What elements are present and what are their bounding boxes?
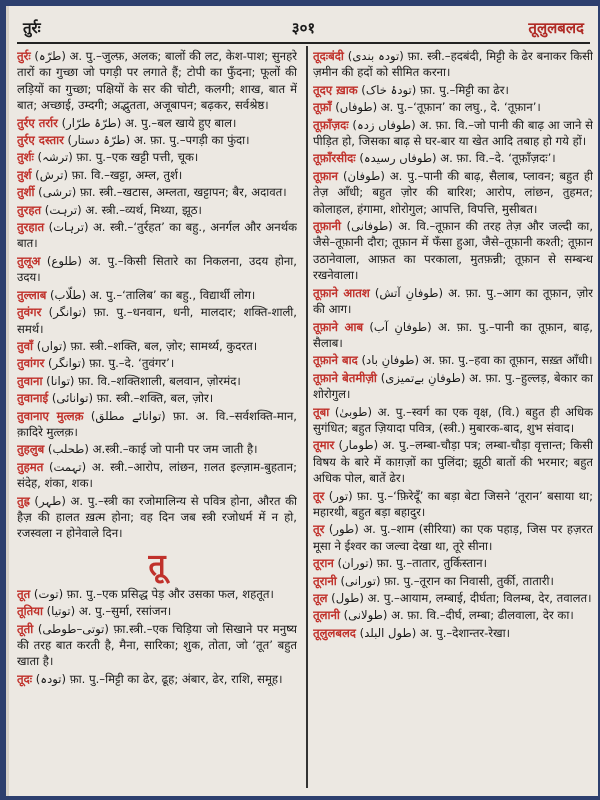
entry-headword: तुवंगर [17,305,42,320]
entry-headword: तूती [17,621,34,636]
entry-definition: (طہر) अ. पु.–स्त्री का रजोमालिन्य से पवित्र होना, औरत की हैज़ की हालत ख़त्म होना; वह दिन जब स्त्री रजोधर्म में न हो, रजस्वला न होनेवाले दिन। [17,493,297,541]
entry-definition: (طوفانِ آتش) अ. फ़ा. पु.–आग का तूफ़ान, ज़ोर की आग। [313,285,593,317]
entry-definition: (ترش) फ़ा. वि.–खट्टा, अम्ल, तुर्श। [31,167,183,182]
entry-definition: (توانگر) फ़ा. पु.–दे. ‘तुवंगर’। [44,356,175,371]
entry-definition: (طوفانی) अ. वि.–तूफ़ान की तरह तेज़ और जल्दी का, जैसे–तूफ़ानी दौरा; तूफ़ान में फँसा हुआ, जैसे–तूफ़ानी कश्ती; तूफ़ान उठानेवाला, आफ़त का परकाला, मुतफ़न्नी; तूफ़ान से सम्बन्ध रखनेवाला। [313,219,593,283]
dictionary-entry [313,285,593,318]
entry-definition: (طوفاں زدہ) अ. फ़ा. वि.–जो पानी की बाढ़ आ जाने से पीड़ित हो, जिसका बाढ़ से घर-बार या खेत आदि तबाह हो गये हों। [313,117,593,149]
entry-definition: (توانائے مطلق) फ़ा. अ. वि.–सर्वशक्ति-मान, क़ादिरे मुत्लक़। [17,408,297,439]
entry-definition: (طوفانِ بےتمیزی) अ. फ़ा. पु.–हुल्लड़, बेकार का शोरोगुल। [313,370,593,402]
dictionary-entry [313,590,593,606]
entry-definition: (تواں) फ़ा. स्त्री.–शक्ति, बल, ज़ोर; सामर्थ्य, कुदरत। [33,338,258,353]
dictionary-entry [313,488,593,521]
entry-headword: तुवानाए मुत्लक़ [17,408,84,423]
dictionary-entry [17,390,297,406]
entry-definition: (توتیا) अ. पु.–सुर्मा, रसांजन। [42,604,172,619]
dictionary-entry [17,408,297,441]
dictionary-entry [313,48,593,81]
entry-definition: (توتی–طوطی) फ़ा.स्त्री.–एक चिड़िया जो सिखाने पर मनुष्य की तरह बात करती है, मैना, सारिका; शुक, तोता, जो ‘तूत’ बहुत खाता है। [17,621,297,669]
page-number: ३०१ [291,19,316,37]
entry-definition: (طوفاں رسیدہ) अ. फ़ा. वि.–दे. ‘तूफ़ाँज़दः’। [355,151,556,166]
entry-headword: तुर्रए तर्रार [17,115,58,130]
entry-headword: तूफ़ाने बेतमीज़ी [313,370,377,385]
entry-headword: तूफ़ाने आब [313,319,364,334]
entry-definition: (طور) अ. पु.–शाम (सीरिया) का एक पहाड़, जिस पर हज़रत मूसा ने ईश्वर का जल्वा देखा था, तूरे सीना। [313,522,593,553]
entry-headword: तुल्लाब [17,287,47,302]
entry-definition: (توران) फ़ा. पु.–तातार, तुर्किस्तान। [333,556,487,571]
dictionary-entry [17,304,297,337]
entry-definition: (تودہ) फ़ा. पु.–मिट्टी का ढेर, ढूह; अंबार, ढेर, राशि, समूह। [32,671,283,686]
dictionary-entry [17,621,297,670]
entry-headword: तुवानाई [17,391,49,406]
dictionary-entry [17,586,297,602]
header-right-guideword: तूलुलबलद [528,19,584,37]
dictionary-entry [313,555,593,571]
entry-headword: तुरहत [17,202,42,217]
entry-headword: तूफ़ाँरसीदः [313,151,356,166]
entry-headword: तूर [313,488,325,503]
entry-headword: तुर्रए दस्तार [17,133,64,148]
dictionary-entry [17,253,297,286]
entry-definition: (طوبیٰ) अ. पु.–स्वर्ग का एक वृक्ष, (वि.) बहुत ही अधिक सुगंधित; बहुत ज़ियादा पवित्र, (स्त्री.) मुबारक-बाद, शुभ संवाद। [313,404,593,435]
column-divider [306,46,308,788]
entry-definition: (تور) फ़ा. पु.–‘फ़िरेदूँ’ का बड़ा बेटा जिसने ‘तूरान’ बसाया था; महारथी, बहुत बड़ा बहादुर। [313,488,593,519]
entry-definition: (ترشہ) फ़ा. पु.–एक खट्टी पत्ती, चूक। [33,150,199,165]
entry-definition: (ترہت) अ. स्त्री.–व्यर्थ, मिथ्या, झूठ। [41,202,202,217]
entry-definition: (تورانی) फ़ा. पु.–तूरान का निवासी, तुर्की, तातारी। [336,573,554,588]
left-column [17,48,297,788]
dictionary-entry [313,150,593,166]
dictionary-page [6,6,598,796]
page-header [17,16,590,44]
entry-definition: (طلّاب) अ. पु.–‘तालिब’ का बहु., विद्यार्थी लोग। [46,287,256,302]
entry-headword: तूरान [313,556,334,571]
entry-definition: (طومار) अ. पु.–लम्बा-चौड़ा पत्र; लम्बा-चौड़ा वृत्तान्त; किसी विषय के बारे में काग़ज़ों का पुलिंदा; झूठी बातों की भरमार; बहुत अधिक पोल, बातें ढेर। [313,438,593,486]
dictionary-entry [313,625,593,641]
entry-headword: तूफ़ाँ [313,100,332,115]
dictionary-entry [17,441,297,457]
entry-definition: (توانا) फ़ा. वि.–शक्तिशाली, बलवान, ज़ोरमंद। [42,373,241,388]
dictionary-entry [17,459,297,492]
dictionary-entry [313,168,593,217]
dictionary-entry [17,493,297,542]
entry-headword: तूदःबंदी [313,49,344,63]
entry-headword: तुर्शः [17,150,34,165]
entry-definition: (تودۂ خاک) फ़ा. पु.–मिट्टी का ढेर। [357,82,509,97]
entry-definition: (توانگر) फ़ा. पु.–धनवान, धनी, मालदार; शक्ति-शाली, समर्थ। [17,305,297,336]
dictionary-entry [17,355,297,371]
entry-definition: (طرّہ) अ. पु.–जुल्फ़, अलक; बालों की लट, केश-पाश; सुनहरे तारों का गुच्छा जो पगड़ी पर लगाते हैं; टोपी का फुँदना; फूलों की लड़ियों का गुच्छा; पक्षियों के सर की चोटी, कलगी; शाख, बात में बात; अच्छाई, उम्दगी; अद्भुतता, अजूबापन; बढ़कर, सर्वश्रेष्ठ। [17,49,297,113]
entry-headword: तूफ़ान [313,168,338,183]
entry-definition: (توت) फ़ा. पु.–एक प्रसिद्ध पेड़ और उसका फल, शहतूत। [30,586,274,601]
dictionary-entry [17,184,297,200]
dictionary-entry [17,338,297,354]
entry-definition: (طلوع) अ. पु.–किसी सितारे का निकलना, उदय होना, उदय। [17,253,297,285]
dictionary-entry [313,117,593,150]
dictionary-entry [17,603,297,619]
entry-definition: (طول البلد) अ. पु.–देशान्तर-रेखा। [355,625,510,640]
entry-headword: तुवाँ [17,338,34,353]
dictionary-entry [313,99,593,115]
dictionary-entry [313,370,593,403]
dictionary-entry [17,671,297,687]
entry-definition: (ترہات) अ. स्त्री.–‘तुर्रहत’ का बहु., अनर्गल और अनर्थक बात। [17,220,297,251]
dictionary-entry [17,287,297,303]
entry-headword: तूतिया [17,604,43,619]
dictionary-entry [313,319,593,352]
entry-headword: तूलुलबलद [313,625,356,640]
entry-headword: तूदः [17,671,33,686]
dictionary-entry [313,218,593,284]
entry-headword: तूफ़ाने बाद [313,353,358,368]
right-column [313,48,593,788]
entry-definition: (طولانی) अ. फ़ा. वि.–दीर्घ, लम्बा; ढीलवाला, देर का। [339,608,574,623]
entry-headword: तूल [313,591,328,605]
entry-headword: तूफ़ाने आतश [313,285,370,300]
entry-headword: तुर्रः [17,49,31,63]
entry-headword: तुलूअ [17,253,41,268]
entry-headword: तूर [313,522,325,537]
dictionary-entry [17,373,297,389]
entry-definition: (توانائی) फ़ा. स्त्री.–शक्ति, बल, ज़ोर। [48,391,214,406]
dictionary-entry [17,219,297,252]
dictionary-entry [313,82,593,98]
dictionary-entry [313,607,593,623]
entry-definition: (طرّۂ دستار) अ. फ़ा. पु.–पगड़ी का फुंदा। [63,133,250,148]
dictionary-entry [17,115,297,131]
dictionary-entry [313,573,593,589]
dictionary-entry [313,437,593,486]
entry-headword: तूबा [313,404,330,419]
entry-definition: (طحلب) अ.स्त्री.–काई जो पानी पर जम जाती है। [44,442,258,457]
dictionary-entry [313,352,593,368]
entry-headword: तुह्र [17,493,30,508]
dictionary-entry [17,202,297,218]
header-left-guideword: तुर्रः [23,19,41,37]
entry-definition: (طرّۂ طرّار) अ. पु.–बल खाये हुए बाल। [57,115,237,130]
entry-headword: तूफ़ानी [313,219,341,234]
entry-headword: तूत [17,586,31,601]
entry-headword: तूलानी [313,608,340,623]
dictionary-entry [17,167,297,183]
entry-headword: तुहलुब [17,442,45,457]
entry-definition: (طوفان) अ. पु.–पानी की बाढ़, सैलाब, प्लावन; बहुत ही तेज़ आँधी; बहुत ज़ोर की बारिश; आरोप, लांछन, तुहमत; कोलाहल, हंगामा, शोरोगुल; आपत्ति, विपत्ति, मुसीबत। [313,168,593,216]
entry-definition: (تودہ بندی) फ़ा. स्त्री.–हदबंदी, मिट्टी के ढेर बनाकर किसी ज़मीन की हदों को सीमित करना। [313,49,593,80]
entry-definition: (طوفانِ آب) अ. फ़ा. पु.–पानी का तूफ़ान, बाढ़, सैलाब। [313,319,593,350]
entry-definition: (ترشی) फ़ा. स्त्री.–खटास, अम्लता, खट्टापन; बैर, अदावत। [34,185,287,200]
section-letter: तू [148,547,166,583]
dictionary-entry [17,149,297,165]
dictionary-entry [313,404,593,437]
entry-headword: तूदए ख़ाक [313,82,358,97]
entry-headword: तूमार [313,438,335,453]
entry-headword: तूफ़ाँज़दः [313,117,349,132]
entry-definition: (طوفاں) अ. पु.–‘तूफ़ान’ का लघु., दे. ‘तूफ़ान’। [331,100,541,115]
dictionary-entry [17,48,297,114]
dictionary-entry [17,132,297,148]
entry-headword: तुर्शी [17,185,35,200]
entry-headword: तूरानी [313,573,337,588]
entry-definition: (طول) अ. पु.–आयाम, लम्बाई, दीर्घता; विलम्ब, देर, तवालत। [327,591,592,605]
dictionary-entry [313,521,593,554]
entry-headword: तुवाना [17,373,43,388]
entry-definition: (تہمت) अ. स्त्री.–आरोप, लांछन, ग़लत इल्ज़ाम-बुहतान; संदेह, शंका, शक। [17,459,297,491]
entry-headword: तुवांगर [17,356,45,371]
entry-definition: (طوفانِ باد) अ. फ़ा. पु.–हवा का तूफ़ान, सख़्त आँधी। [357,353,593,368]
entry-headword: तुरहात [17,220,45,235]
entry-headword: तुहमत [17,459,44,474]
entry-headword: तुर्श [17,167,32,182]
